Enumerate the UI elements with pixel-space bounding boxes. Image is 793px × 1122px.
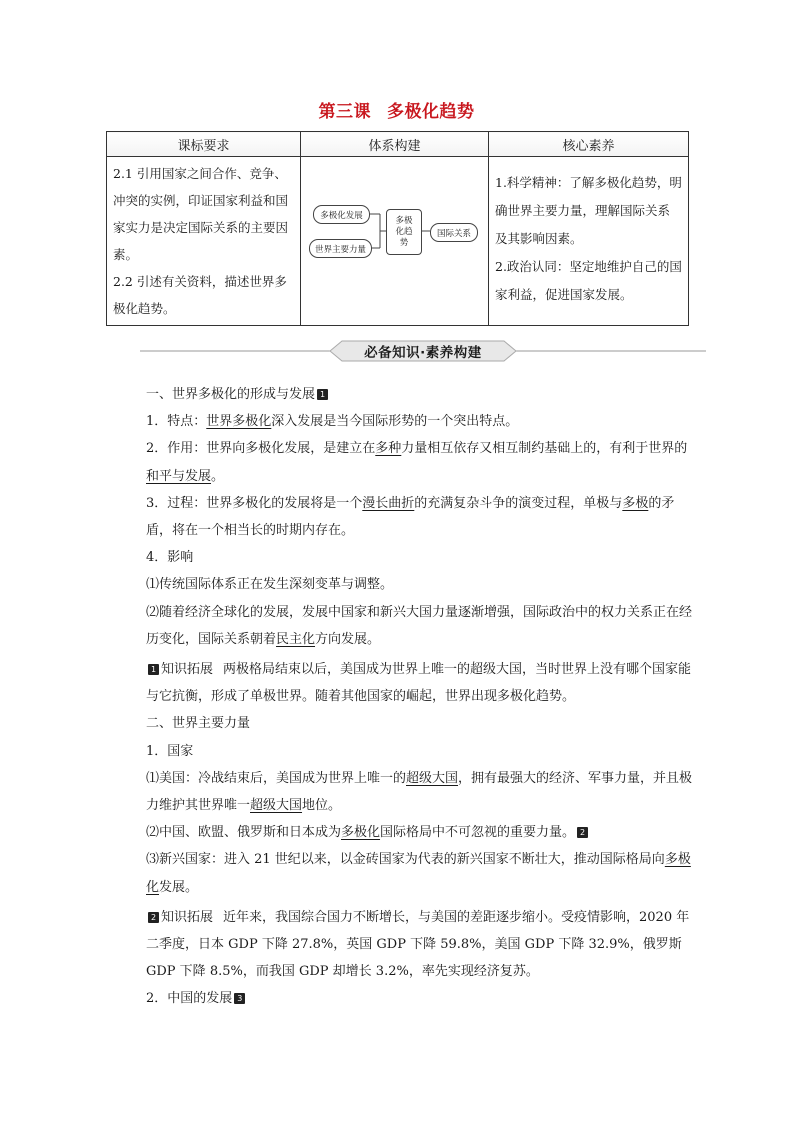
knowledge-extension [146, 656, 694, 710]
paragraph: ⑴传统国际体系正在发生深刻变革与调整。 [146, 577, 394, 593]
paragraph [146, 846, 694, 900]
note-marker-icon: 3 [234, 993, 245, 1004]
paragraph: 1．国家 [146, 743, 194, 759]
main-content [146, 381, 694, 1013]
literacy-item: 1.科学精神：了解多极化趋势，明确世界主要力量，理解国际关系及其影响因素。 [495, 175, 682, 246]
section-heading [146, 381, 694, 408]
key-term: 民主化 [276, 631, 316, 647]
paragraph [146, 435, 694, 489]
paragraph [146, 765, 694, 819]
diagram-cell [301, 157, 489, 326]
key-term: 世界多极化 [206, 414, 272, 430]
paragraph [146, 599, 694, 653]
key-term: 和平与发展 [146, 468, 212, 484]
note-marker-icon: 1 [317, 389, 328, 400]
diagram-box-multipolar-trend [386, 209, 422, 255]
text: 2．作用：世界向多极化发展，是建立在 [146, 441, 376, 457]
diagram-box-multipolar-development: 多极化发展 [313, 205, 370, 224]
lesson-name: 多极化趋势 [387, 102, 475, 122]
header-core-literacy: 核心素养 [489, 132, 689, 157]
note-marker-icon: 1 [148, 664, 159, 675]
key-term: 超级大国 [406, 770, 459, 786]
paragraph [146, 490, 694, 544]
text: 2．中国的发展 [146, 991, 233, 1007]
paragraph: 4．影响 [146, 550, 194, 566]
text: 地位。 [302, 798, 342, 814]
paragraph [146, 985, 694, 1012]
section-banner [140, 339, 706, 363]
diagram-box-world-major-forces: 世界主要力量 [309, 239, 372, 258]
text: 发展。 [159, 879, 199, 895]
text: 。 [211, 468, 225, 484]
text: 的充满复杂斗争的演变过程，单极与 [414, 495, 623, 511]
standard-item: 2.1 引用国家之间合作、竞争、冲突的实例，印证国家利益和国家实力是决定国际关系的主要因素。 [113, 166, 289, 262]
curriculum-table [106, 131, 689, 326]
page-title [0, 97, 793, 122]
text: 1．特点： [146, 414, 207, 430]
paragraph [146, 408, 694, 435]
standard-item: 2.2 引述有关资料，描述世界多极化趋势。 [113, 274, 287, 316]
knowledge-extension [146, 904, 694, 986]
key-term: 多极 [622, 495, 649, 511]
concept-diagram [301, 157, 489, 321]
key-term: 超级大国 [250, 798, 303, 814]
text: 国际格局中不可忽视的重要力量。 [380, 825, 576, 841]
extension-text: 两极格局结束以后，美国成为世界上唯一的超级大国，当时世界上没有哪个国家能与它抗衡，形成了单极世界。随着其他国家的崛起，世界出现多极化趋势。 [146, 662, 692, 705]
text: 方向发展。 [315, 631, 381, 647]
text: ⑵中国、欧盟、俄罗斯和日本成为 [146, 825, 342, 841]
key-term: 多种 [375, 441, 402, 457]
diagram-center-line: 化趋 [395, 226, 413, 237]
text: 的矛盾，将在一个相当长的时期内存在。 [146, 495, 675, 539]
banner-title: 必备知识·素养构建 [364, 345, 482, 361]
section-title: 一、世界多极化的形成与发展 [146, 387, 316, 402]
diagram-box-international-relations: 国际关系 [430, 223, 478, 242]
section-heading: 二、世界主要力量 [146, 716, 251, 732]
header-system-construction: 体系构建 [301, 132, 489, 157]
text: ⑴美国：冷战结束后，美国成为世界上唯一的 [146, 770, 407, 786]
core-literacy-cell [489, 157, 689, 326]
literacy-item: 2.政治认同：坚定地维护自己的国家利益，促进国家发展。 [495, 259, 682, 302]
note-marker-icon: 2 [577, 827, 588, 838]
text: ⑵随着经济全球化的发展，发展中国家和新兴大国力量逐渐增强，国际政治中的权力关系正在经历变化，国际关系朝着 [146, 604, 693, 647]
note-marker-icon: 2 [148, 912, 159, 923]
key-term: 多极化 [341, 825, 381, 841]
text: 3．过程：世界多极化的发展将是一个 [146, 495, 363, 511]
paragraph [146, 819, 694, 846]
extension-heading: 知识拓展 [161, 909, 214, 925]
lesson-number: 第三课 [318, 102, 371, 122]
extension-heading: 知识拓展 [161, 662, 214, 678]
standard-cell [107, 157, 301, 326]
text: ，拥有最强大的经济、军事力量，并且极力维护其世界唯一 [146, 770, 693, 814]
diagram-center-line: 多极 [395, 215, 413, 226]
extension-text: 近年来，我国综合国力不断增长，与美国的差距逐步缩小。受疫情影响，2020 年二季度，日本 GDP 下降 27.8%，英国 GDP 下降 59.8%，美国 GDP 下降 32.9%，俄罗斯 GDP 下降 8.5%，而我国 GDP 却增长 3.2%，率先实现经济复苏。 [146, 909, 690, 980]
key-term: 漫长曲折 [362, 495, 415, 511]
text: ⑶新兴国家：进入 21 世纪以来，以金砖国家为代表的新兴国家不断壮大，推动国际格局向 [146, 852, 665, 868]
text: 深入发展是当今国际形势的一个突出特点。 [271, 414, 519, 430]
text: 力量相互依存又相互制约基础上的，有利于世界的 [401, 441, 688, 457]
key-term: 多极化 [146, 852, 691, 895]
header-curriculum-standard: 课标要求 [107, 132, 301, 157]
diagram-center-line: 势 [399, 237, 409, 248]
